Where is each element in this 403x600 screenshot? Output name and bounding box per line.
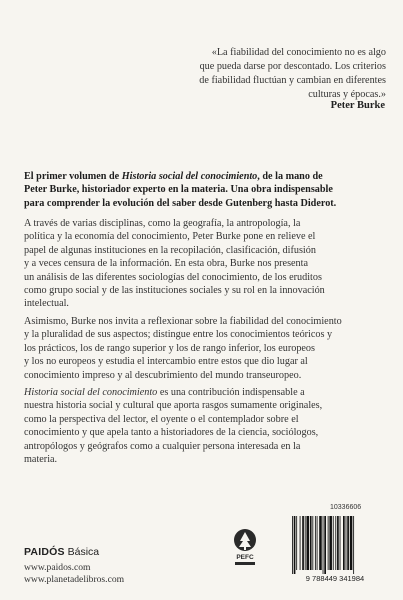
publisher-url: www.paidos.com [24, 562, 91, 573]
barcode-bar [302, 516, 304, 570]
lead-paragraph [24, 170, 389, 210]
barcode-bar [312, 516, 313, 570]
barcode-bar [294, 516, 296, 574]
paragraph-line: intelectual. [24, 298, 69, 310]
paragraph-line: y la pluralidad de sus aspectos; distingue entre los conocimientos teóricos y [24, 329, 333, 341]
body-paragraph-1 [24, 217, 389, 311]
barcode-bar [306, 516, 309, 570]
quote-line: que pueda darse por descontado. Los criterios [199, 61, 386, 72]
paragraph-line: como la perspectiva del lector, el oyente o el contemplador sobre el [24, 413, 299, 425]
paragraph-line: como grupo social y de las instituciones sociales y su rol en la innovación [24, 285, 325, 297]
quote-line: «La fiabilidad del conocimiento no es algo [211, 47, 386, 58]
barcode-bar [315, 516, 316, 570]
publisher-url: www.planetadelibros.com [24, 573, 125, 585]
paragraph-line: papel de algunas instituciones en la recopilación, clasificación, difusión [24, 244, 316, 256]
lead-text: El primer volumen de [24, 171, 122, 182]
publisher-collection: Básica [67, 546, 100, 558]
paragraph-line: nuestra historia social y cultural que aporta rasgos sumamente originales, [24, 400, 323, 412]
publisher-brand: PAIDÓS [24, 546, 65, 558]
isbn-digits: 9 788449 341984 [305, 574, 365, 583]
barcode-bar [328, 516, 329, 570]
quote-author: Peter Burke [330, 100, 385, 111]
barcode-bar [350, 516, 353, 570]
barcode-bar [333, 516, 334, 570]
barcode-bar [300, 516, 301, 570]
quote-line: de fiabilidad fluctúan y cambian en diferentes [199, 75, 386, 86]
paragraph-line [24, 386, 389, 399]
back-cover-quote [138, 46, 386, 102]
barcode-bars [292, 516, 354, 574]
lead-line [24, 170, 389, 183]
paragraph-line: A través de varias disciplinas, como la geografía, la antropología, la [24, 218, 301, 229]
book-title-italic: Historia social del conocimiento [121, 171, 258, 182]
barcode-bar [335, 516, 336, 570]
barcode-bar [324, 516, 326, 574]
paragraph-line: conocimiento impreso y al descubrimiento del mundo transeuropeo. [24, 369, 302, 381]
pefc-label: PEFC [236, 554, 254, 561]
paragraph-text: es una contribución indispensable a [157, 387, 305, 398]
paragraph-line: los prácticos, los de rango superior y los de rango inferior, los europeos [24, 342, 315, 354]
pefc-certification-icon [232, 528, 258, 568]
publisher-urls [24, 562, 124, 585]
paragraph-line: antropólogos y geógrafos como a cualquier persona interesada en la [24, 440, 301, 452]
barcode-bar [292, 516, 293, 574]
barcode-bar [317, 516, 318, 570]
paragraph-line: Asimismo, Burke nos invita a reflexionar sobre la fiabilidad del conocimiento [24, 316, 342, 327]
barcode-bar [346, 516, 347, 570]
body-paragraph-2 [24, 315, 389, 382]
lead-line: para comprender la evolución del saber desde Gutenberg hasta Diderot. [24, 197, 337, 209]
isbn-barcode [286, 512, 384, 584]
barcode-bar [319, 516, 322, 570]
barcode-internal-code: 10336606 [330, 504, 362, 511]
barcode-bar [323, 516, 324, 574]
lead-line: Peter Burke, historiador experto en la materia. Una obra indispensable [24, 184, 333, 196]
book-title-italic: Historia social del conocimiento [24, 387, 158, 398]
quote-line: culturas y épocas.» [308, 89, 386, 100]
barcode-bar [310, 516, 312, 570]
barcode-bar [347, 516, 349, 570]
publisher-logo [24, 546, 99, 558]
barcode-bar [296, 516, 297, 570]
body-paragraph-3 [24, 386, 389, 466]
barcode-bar [343, 516, 345, 570]
paragraph-line: conocimiento y que apela tanto a historiadores de la ciencia, sociólogos, [24, 427, 319, 439]
barcode-bar [353, 516, 354, 574]
paragraph-line: política y la economía del conocimiento, Peter Burke pone en relieve el [24, 231, 316, 243]
barcode-bar [337, 516, 339, 570]
paragraph-line: un análisis de las diferentes sociologías del conocimiento, de los eruditos [24, 271, 322, 283]
paragraph-line: y los no europeos y estudia el intercambio entre estos que dio lugar al [24, 356, 308, 368]
barcode-bar [329, 516, 332, 570]
lead-text: , de la mano de [257, 171, 323, 182]
paragraph-line: materia. [24, 454, 58, 466]
barcode-bar [340, 516, 341, 570]
barcode-bar [305, 516, 306, 570]
paragraph-line: y a veces censura de la información. En esta obra, Burke nos presenta [24, 258, 309, 270]
